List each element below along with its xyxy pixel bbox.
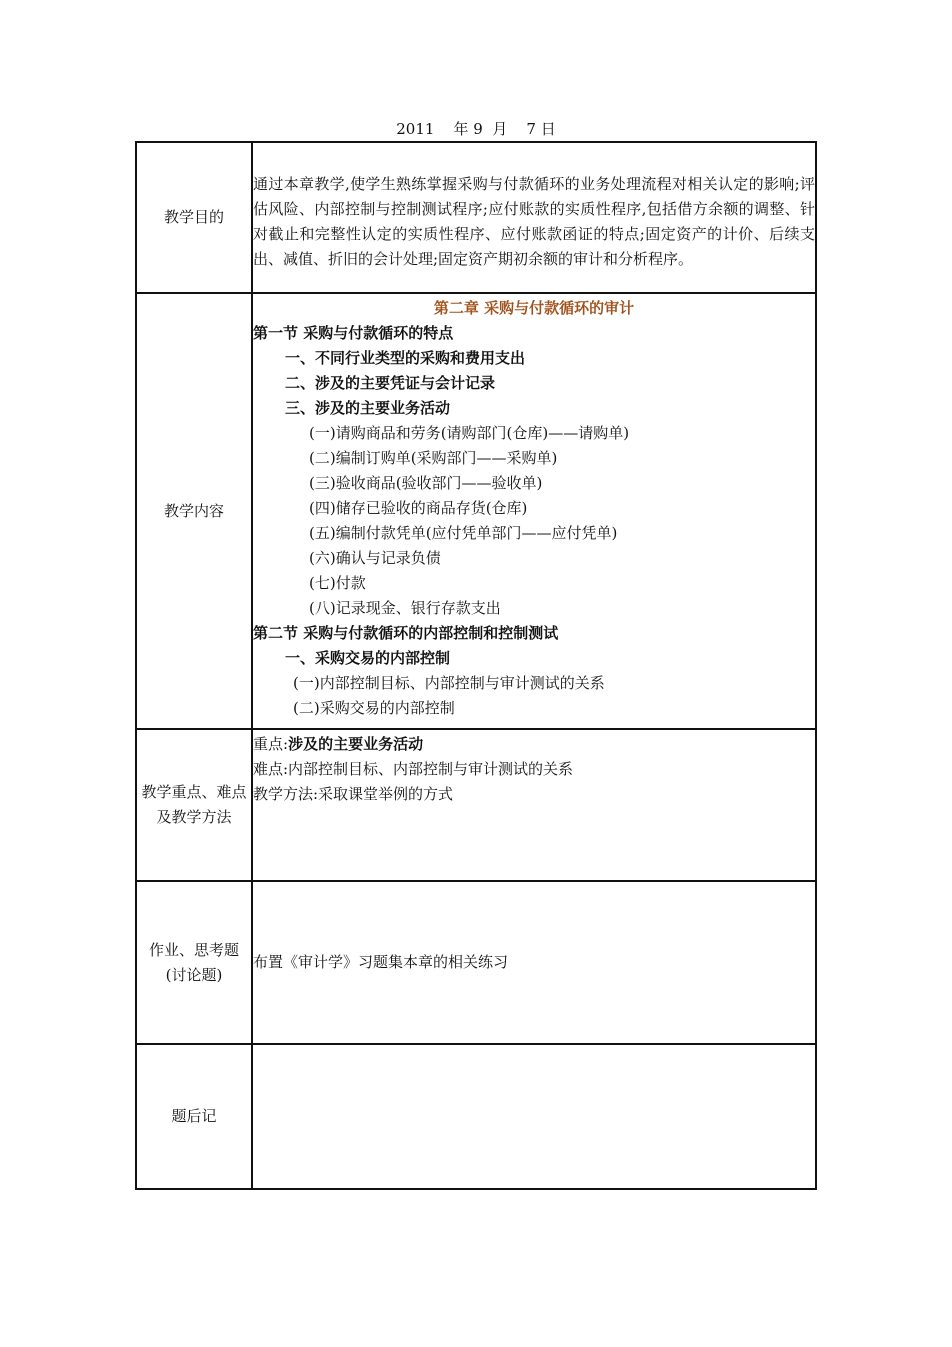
date-line: 2011 年 9 月 7 日	[396, 120, 556, 138]
homework-cell	[252, 881, 816, 1044]
postscript-row	[136, 1044, 816, 1189]
section-1-title: 第一节 采购与付款循环的特点	[253, 324, 454, 342]
purpose-cell	[252, 142, 816, 293]
keypoints-body	[253, 730, 815, 807]
activity-item: (四)储存已验收的商品存货(仓库)	[309, 499, 528, 517]
activity-item: (三)验收商品(验收部门——验收单)	[309, 474, 543, 492]
activity-item: (五)编制付款凭单(应付凭单部门——应付凭单)	[309, 524, 618, 542]
activity-item: (七)付款	[309, 574, 366, 592]
difficulty-line: 难点:内部控制目标、内部控制与审计测试的关系	[253, 760, 574, 778]
purpose-label: 教学目的	[136, 142, 252, 293]
homework-label	[136, 881, 252, 1044]
content-body	[253, 294, 815, 723]
keypoints-label: 教学重点、难点及教学方法	[136, 729, 252, 881]
method-line: 教学方法:采取课堂举例的方式	[253, 785, 454, 803]
purpose-row	[136, 142, 816, 293]
activity-item: (一)请购商品和劳务(请购部门(仓库)——请购单)	[309, 424, 630, 442]
focus-line	[253, 732, 815, 757]
homework-text: 布置《审计学》习题集本章的相关练习	[253, 953, 509, 971]
control-item: (二)采购交易的内部控制	[293, 699, 455, 717]
homework-row	[136, 881, 816, 1044]
control-item: (一)内部控制目标、内部控制与审计测试的关系	[293, 674, 605, 692]
section-2-heading-1: 一、采购交易的内部控制	[285, 649, 451, 667]
activity-item: (六)确认与记录负债	[309, 549, 441, 567]
homework-label-line-1: 作业、思考题	[148, 940, 239, 959]
keypoints-cell	[252, 729, 816, 881]
postscript-cell	[252, 1044, 816, 1189]
activity-item: (八)记录现金、银行存款支出	[309, 599, 501, 617]
section-1-heading-2: 二、涉及的主要凭证与会计记录	[285, 374, 496, 392]
section-2-title: 第二节 采购与付款循环的内部控制和控制测试	[253, 624, 559, 642]
lesson-plan-table	[135, 141, 817, 1190]
focus-text: 涉及的主要业务活动	[288, 735, 424, 753]
content-cell	[252, 293, 816, 729]
content-label: 教学内容	[136, 293, 252, 729]
section-1-heading-1: 一、不同行业类型的采购和费用支出	[285, 349, 526, 367]
section-1-heading-3: 三、涉及的主要业务活动	[285, 399, 451, 417]
focus-prefix: 重点:	[253, 735, 289, 753]
chapter-title: 第二章 采购与付款循环的审计	[433, 299, 635, 317]
postscript-label: 题后记	[136, 1044, 252, 1189]
purpose-text: 通过本章教学,使学生熟练掌握采购与付款循环的业务处理流程对相关认定的影响;评估风险、内部控制与控制测试程序;应付账款的实质性程序,包括借方余额的调整、针对截止和完整性认定的实质性程序、应付账款函证的特点;固定资产的计价、后续支出、减值、折旧的会计处理;固定资产期初余额的审计和分析程序。	[253, 174, 815, 268]
activity-item: (二)编制订购单(采购部门——采购单)	[309, 449, 558, 467]
content-row	[136, 293, 816, 729]
keypoints-row	[136, 729, 816, 881]
homework-label-line-2: (讨论题)	[165, 965, 223, 984]
